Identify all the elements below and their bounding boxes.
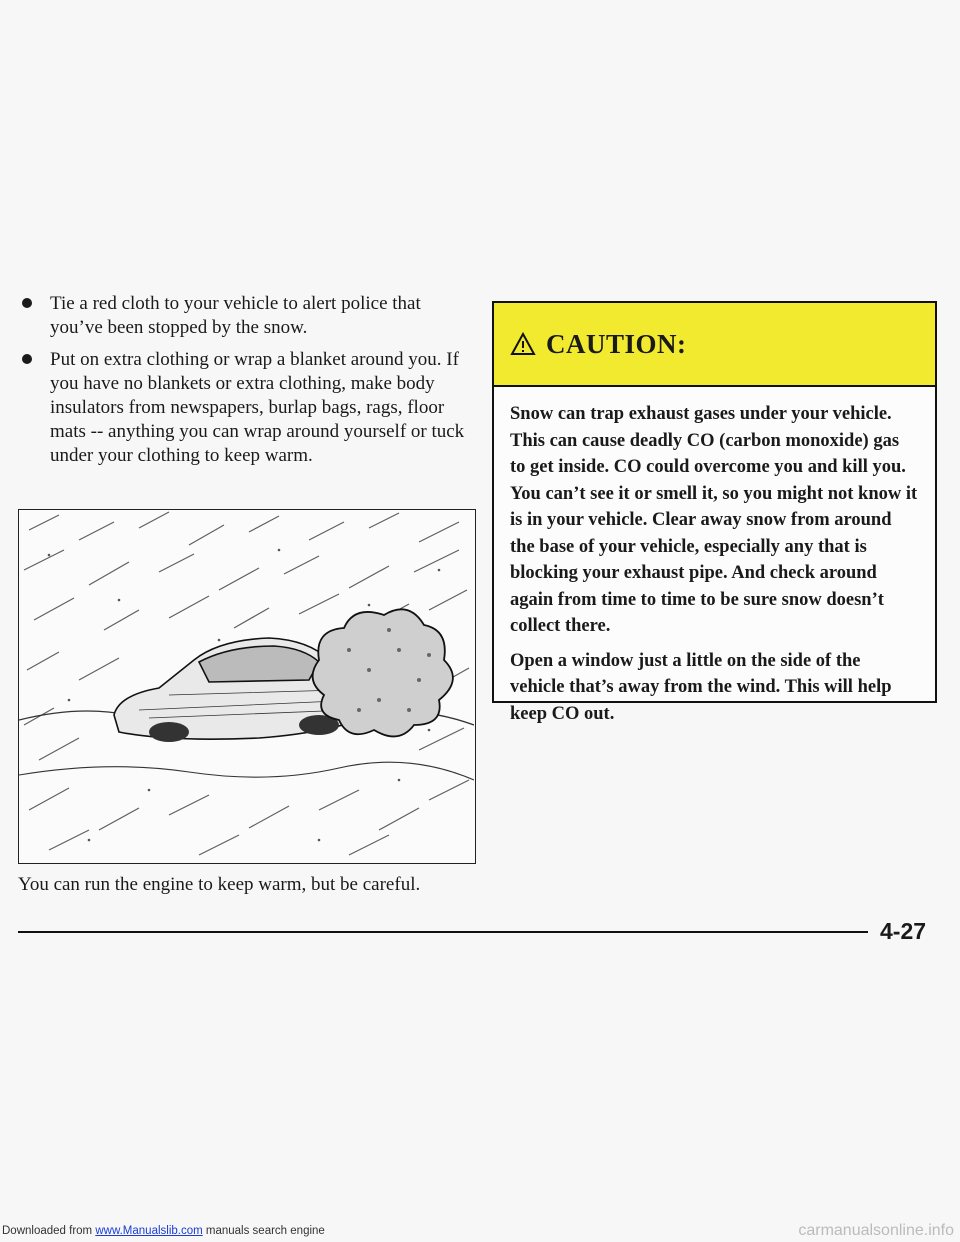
caution-title: CAUTION: xyxy=(546,328,687,359)
caution-box xyxy=(492,301,937,724)
bullet-text: Tie a red cloth to your vehicle to alert police that you’ve been stopped by the snow. xyxy=(50,293,421,338)
bullet-list xyxy=(22,292,477,476)
caution-body xyxy=(494,387,935,727)
list-item xyxy=(22,292,477,340)
footer-rule xyxy=(18,931,868,933)
caution-header xyxy=(494,303,935,387)
bullet-text: Put on extra clothing or wrap a blanket around you. If you have no blankets or extra clothing, make body insulators from newspapers, burlap bags, rags, floor mats -- anything you can wrap around yourself or tuck under your clothing to keep warm. xyxy=(50,349,465,466)
bullet-icon xyxy=(22,354,32,364)
watermark: carmanualsonline.info xyxy=(798,1222,954,1239)
manualslib-link[interactable]: www.Manualslib.com xyxy=(95,1225,203,1237)
footer-prefix: Downloaded from xyxy=(2,1225,96,1237)
bullet-icon xyxy=(22,298,32,308)
illustration-caption: You can run the engine to keep warm, but be careful. xyxy=(18,874,421,895)
car-in-snow-illustration xyxy=(18,509,476,864)
caution-paragraph: Open a window just a little on the side of the vehicle that’s away from the wind. This will help keep CO out. xyxy=(510,650,892,724)
snowstorm-car-drawing xyxy=(19,510,474,862)
warning-triangle-icon xyxy=(510,332,536,356)
caution-paragraph: Snow can trap exhaust gases under your vehicle. This can cause deadly CO (carbon monoxide) gas to get inside. CO could overcome you and kill you. You can’t see it or smell it, so you might not know it is in your vehicle. Clear away snow from around the base of your vehicle, especially any that is blocking your exhaust pipe. And check around again from time to time to be sure snow doesn’t collect there. xyxy=(510,404,918,636)
footer-suffix: manuals search engine xyxy=(202,1225,325,1237)
page-number: 4-27 xyxy=(880,918,927,944)
list-item xyxy=(22,348,477,468)
